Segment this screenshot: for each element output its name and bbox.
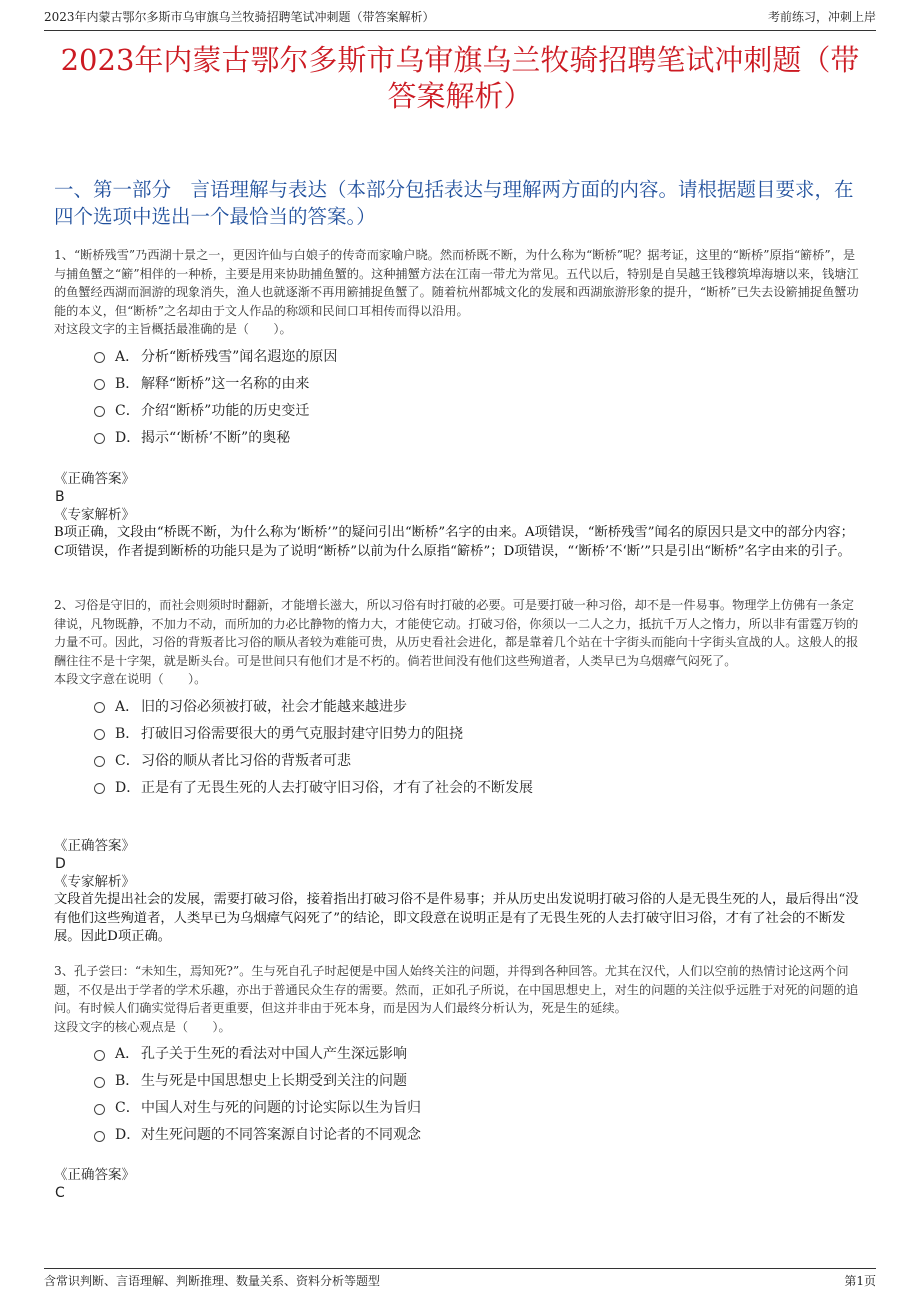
radio-icon[interactable]	[94, 756, 105, 767]
explanation-text: B项正确，文段由“桥既不断，为什么称为‘断桥’”的疑问引出“断桥”名字的由来。A项错误，“断桥残雪”闻名的原因只是文中的部分内容；C项错误，作者提到断桥的功能只是为了说明“断桥”以前为什么原指“簖桥”；D项错误，“‘断桥’不‘断’”只是引出“断桥”名字由来的引子。	[54, 525, 854, 559]
option-text: 对生死问题的不同答案源自讨论者的不同观念	[141, 1127, 421, 1143]
option-c[interactable]	[94, 746, 864, 773]
header-right-text: 考前练习，冲刺上岸	[767, 10, 876, 24]
question-text: 2、习俗是守旧的，而社会则须时时翻新，才能增长滋大，所以习俗有时打破的必要。可是要打破一种习俗，却不是一件易事。物理学上仿佛有一条定律说，凡物既静，不加力不动，而所加的力必比静物的惰力大，才能使它动。打破习俗，你须以一二人之力，抵抗千万人之惰力，所以非有雷霆万钧的力量不可。因此，习俗的背叛者比习俗的顺从者较为难能可贵，从历史看社会进化，都是靠着几个站在十字街头而能向十字街头宣战的人。这般人的报酬往往不是十字架，就是断头台。可是世间只有他们才是不朽的。倘若世间没有他们这些殉道者，人类早已为乌烟瘴气闷死了。	[54, 598, 859, 668]
answer-block-2	[54, 837, 864, 947]
option-text: 介绍“断桥”功能的历史变迁	[141, 402, 310, 419]
footer-divider	[44, 1268, 876, 1269]
radio-icon[interactable]	[94, 1131, 105, 1142]
explanation-label: 《专家解析》	[54, 874, 135, 890]
option-text: 旧的习俗必须被打破，社会才能越来越进步	[141, 698, 407, 715]
radio-icon[interactable]	[94, 702, 105, 713]
page-header	[44, 8, 876, 32]
header-left-text: 2023年内蒙古鄂尔多斯市乌审旗乌兰牧骑招聘笔试冲刺题（带答案解析）	[44, 10, 435, 24]
option-a[interactable]	[94, 1040, 864, 1067]
option-text: 分析“断桥残雪”闻名遐迩的原因	[141, 348, 338, 365]
option-list	[54, 342, 864, 450]
option-letter: A．	[115, 698, 140, 715]
radio-icon[interactable]	[94, 352, 105, 363]
option-text: 生与死是中国思想史上长期受到关注的问题	[141, 1073, 407, 1089]
option-letter: A．	[115, 348, 140, 365]
answer-value: B	[55, 489, 65, 505]
explanation-text: 文段首先提出社会的发展，需要打破习俗，接着指出打破习俗不是件易事；并从历史出发说明打破习俗的人是无畏生死的人，最后得出“没有他们这些殉道者，人类早已为乌烟瘴气闷死了”的结论，即文段意在说明正是有了无畏生死的人去打破守旧习俗，才有了社会的不断发展。因此D项正确。	[54, 892, 859, 944]
option-d[interactable]	[94, 1121, 864, 1148]
option-letter: D．	[115, 429, 141, 446]
option-d[interactable]	[94, 773, 864, 800]
option-letter: D．	[115, 1127, 141, 1143]
option-text: 正是有了无畏生死的人去打破守旧习俗，才有了社会的不断发展	[141, 779, 533, 796]
radio-icon[interactable]	[94, 729, 105, 740]
header-divider	[44, 30, 876, 31]
option-letter: B．	[115, 1073, 140, 1089]
radio-icon[interactable]	[94, 783, 105, 794]
question-prompt: 这段文字的核心观点是（ ）。	[54, 1019, 231, 1034]
question-2	[54, 596, 864, 800]
document-title: 2023年内蒙古鄂尔多斯市乌审旗乌兰牧骑招聘笔试冲刺题（带答案解析）	[60, 43, 860, 113]
option-b[interactable]	[94, 369, 864, 396]
radio-icon[interactable]	[94, 1050, 105, 1061]
answer-label: 《正确答案》	[54, 838, 135, 854]
option-b[interactable]	[94, 1067, 864, 1094]
radio-icon[interactable]	[94, 1077, 105, 1088]
answer-value: C	[55, 1185, 65, 1201]
radio-icon[interactable]	[94, 379, 105, 390]
question-text: 3、孔子尝曰：“未知生，焉知死?”。生与死自孔子时起便是中国人始终关注的问题，并得到各种回答。尤其在汉代，人们以空前的热情讨论这两个问题，不仅是出于学者的学术乐趣，亦出于普通民众生存的需要。然而，正如孔子所说，在中国思想史上，对生的问题的关注似乎远胜于对死的问题的追问。有时候人们确实觉得后者更重要，但这并非由于死本身，而是因为人们最终分析认为，死是生的延续。	[54, 964, 859, 1015]
question-1	[54, 246, 864, 450]
option-text: 打破旧习俗需要很大的勇气克服封建守旧势力的阻挠	[141, 725, 463, 742]
option-letter: C．	[115, 1100, 140, 1116]
question-text: 1、“断桥残雪”乃西湖十景之一，更因许仙与白娘子的传奇而家喻户晓。然而桥既不断，为什么称为“断桥”呢？据考证，这里的“断桥”原指“簖桥”，是与捕鱼蟹之“簖”相伴的一种桥，主要是用来协助捕鱼蟹的。这种捕蟹方法在江南一带尤为常见。五代以后，特别是自吴越王钱穆筑埠海塘以来，钱塘江的鱼蟹经西湖而洄游的现象消失，渔人也就逐渐不再用簖捕捉鱼蟹了。随着杭州都城文化的发展和西湖旅游形象的提升，“断桥”已失去设簖捕捉鱼蟹功能的本义，但“断桥”之名却由于文人作品的称颂和民间口耳相传而得以沿用。	[54, 248, 859, 318]
option-a[interactable]	[94, 692, 864, 719]
explanation-label: 《专家解析》	[54, 507, 135, 523]
option-b[interactable]	[94, 719, 864, 746]
option-list	[54, 1040, 864, 1148]
option-c[interactable]	[94, 396, 864, 423]
radio-icon[interactable]	[94, 406, 105, 417]
answer-label: 《正确答案》	[54, 1167, 135, 1183]
question-prompt: 对这段文字的主旨概括最准确的是（ ）。	[54, 322, 292, 336]
option-d[interactable]	[94, 423, 864, 450]
radio-icon[interactable]	[94, 1104, 105, 1115]
option-letter: C．	[115, 402, 140, 419]
question-prompt: 本段文字意在说明（ ）。	[54, 672, 207, 686]
footer-left-text: 含常识判断、言语理解、判断推理、数量关系、资料分析等题型	[44, 1274, 381, 1288]
option-text: 习俗的顺从者比习俗的背叛者可悲	[141, 752, 351, 769]
option-letter: D．	[115, 779, 141, 796]
option-c[interactable]	[94, 1094, 864, 1121]
option-letter: A．	[115, 1046, 140, 1062]
option-text: 中国人对生与死的问题的讨论实际以生为旨归	[141, 1100, 421, 1116]
option-list	[54, 692, 864, 800]
section-heading: 一、第一部分 言语理解与表达（本部分包括表达与理解两方面的内容。请根据题目要求，在四个选项中选出一个最恰当的答案。）	[54, 178, 854, 228]
radio-icon[interactable]	[94, 433, 105, 444]
question-3	[54, 962, 864, 1148]
option-text: 揭示“‘断桥’不断”的奥秘	[141, 429, 291, 446]
option-text: 孔子关于生死的看法对中国人产生深远影响	[141, 1046, 407, 1062]
option-letter: B．	[115, 725, 140, 742]
answer-block-3	[54, 1166, 864, 1202]
page-footer	[44, 1272, 876, 1290]
option-letter: B．	[115, 375, 140, 392]
answer-block-1	[54, 470, 864, 561]
option-letter: C．	[115, 752, 140, 769]
answer-value: D	[55, 856, 66, 872]
answer-label: 《正确答案》	[54, 471, 135, 487]
option-text: 解释“断桥”这一名称的由来	[141, 375, 310, 392]
option-a[interactable]	[94, 342, 864, 369]
page-number: 第1页	[844, 1274, 876, 1288]
